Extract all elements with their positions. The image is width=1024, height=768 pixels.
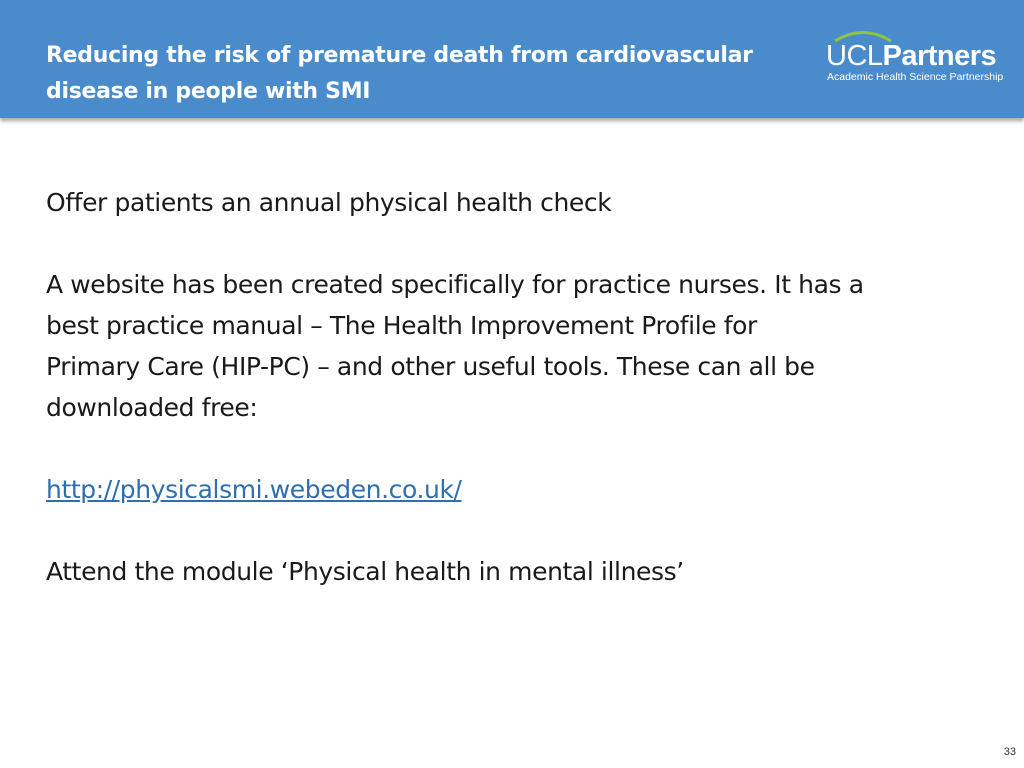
spacer — [46, 428, 986, 469]
slide-title — [46, 38, 786, 110]
uclpartners-logo — [826, 28, 1004, 88]
spacer — [46, 510, 986, 551]
slide-title-line-2: disease in people with SMI — [46, 79, 371, 104]
point-website-line-3: Primary Care (HIP-PC) – and other useful tools. These can all be — [46, 352, 815, 381]
point-website-line-1: A website has been created specifically for practice nurses. It has a — [46, 270, 864, 299]
logo-partners-text: Partners — [882, 40, 997, 72]
logo-tagline: Academic Health Science Partnership — [827, 71, 1004, 83]
point-website-line-4: downloaded free: — [46, 393, 258, 422]
point-website-line-2: best practice manual – The Health Improvement Profile for — [46, 311, 757, 340]
point-annual-health-check: Offer patients an annual physical health check — [46, 188, 612, 217]
header-bar — [0, 0, 1024, 118]
website-link[interactable]: http://physicalsmi.webeden.co.uk/ — [46, 475, 462, 504]
slide-body — [46, 182, 986, 592]
logo-ucl-text: UCL — [826, 40, 883, 72]
logo-wordmark — [826, 40, 996, 72]
point-attend-module: Attend the module ‘Physical health in mental illness’ — [46, 557, 684, 586]
page-number: 33 — [1003, 746, 1016, 758]
link-paragraph — [46, 469, 986, 510]
slide-title-line-1: Reducing the risk of premature death from cardiovascular — [46, 43, 753, 68]
spacer — [46, 223, 986, 264]
